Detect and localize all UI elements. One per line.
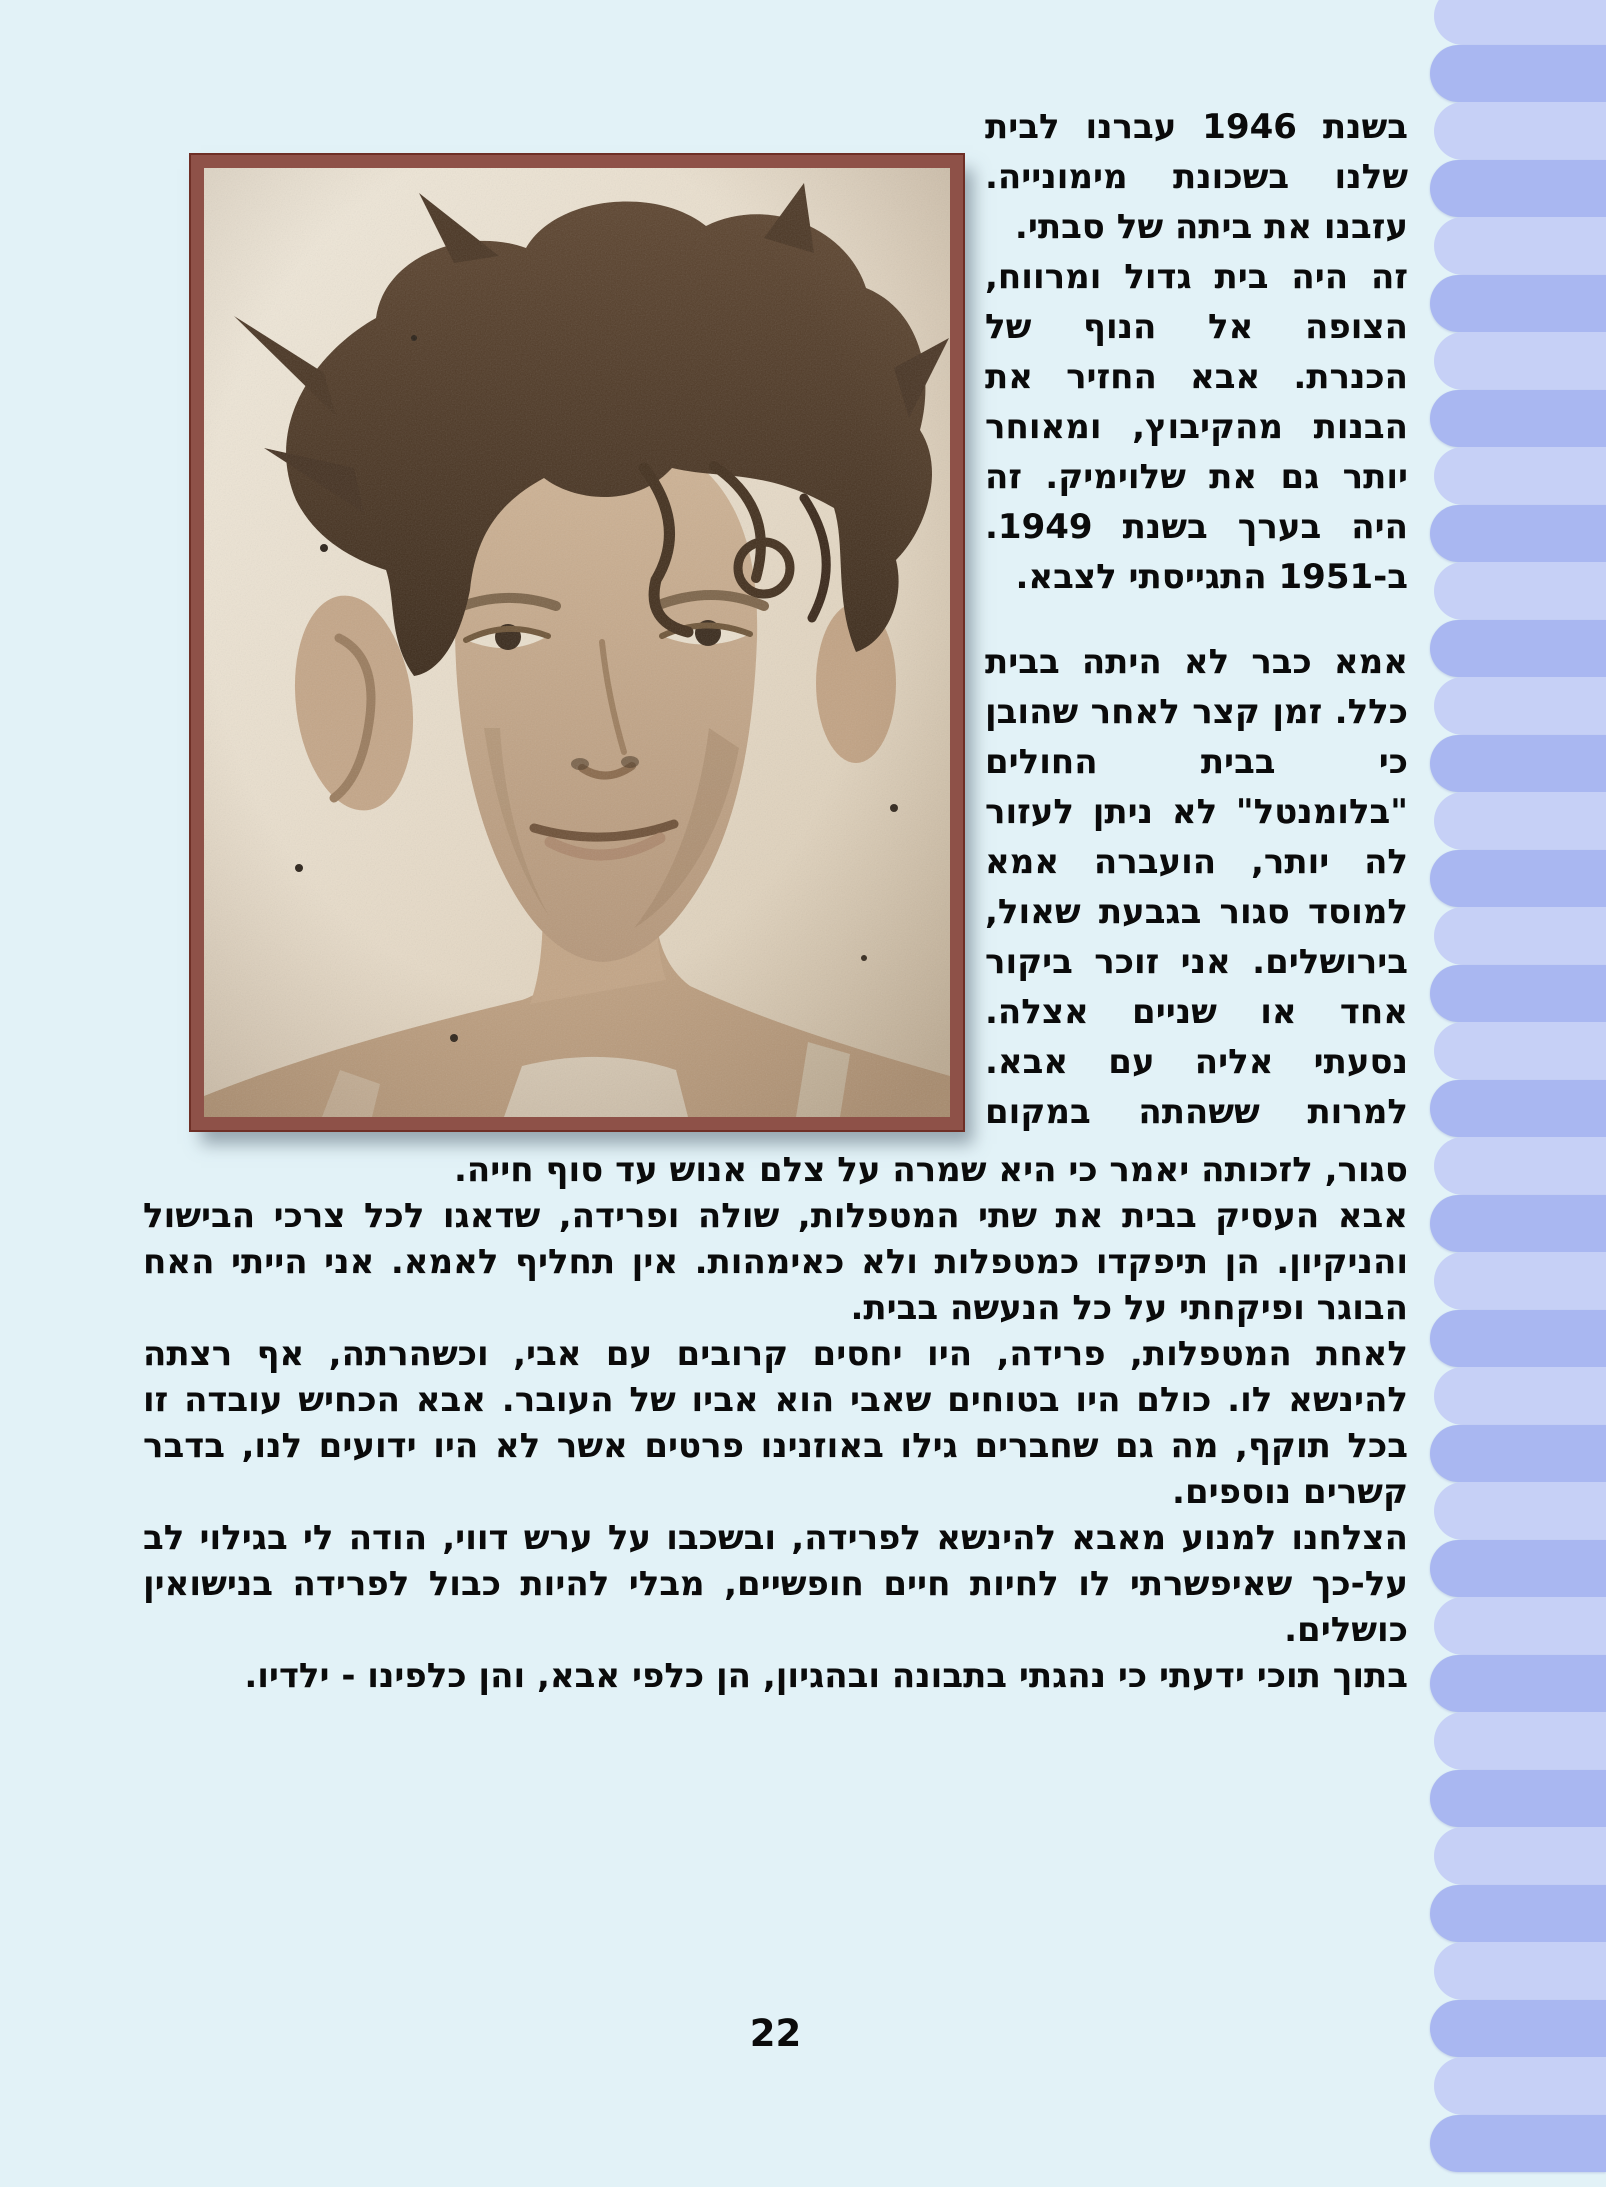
decor-pill [1434,1252,1606,1310]
paragraph: לאחת המטפלות, פרידה, היו יחסים קרובים עם אבי, וכשהרתה, אף רצתה להינשא לו. כולם היו בטוחים שאבי הוא אביו של העובר. אבא הכחיש עובדה זו בכל תוקף, מה גם שחברים גילו באוזנינו פרטים אשר לא היו ידועים לנו, בדבר קשרים נוספים. [143,1334,1408,1512]
decor-pill [1434,1482,1606,1540]
top-section [143,102,1408,1137]
decor-pill [1434,102,1606,160]
decor-pill [1434,562,1606,620]
decor-pill [1430,390,1606,448]
decor-pill [1434,447,1606,505]
decor-pill [1430,505,1606,563]
decor-pill [1434,1022,1606,1080]
decor-pill [1430,850,1606,908]
decor-pill [1430,1310,1606,1368]
portrait-photo-frame [191,155,963,1130]
decor-pill [1430,160,1606,218]
paragraph: סגור, לזכותה יאמר כי היא שמרה על צלם אנוש עד סוף חייה. [454,1150,1408,1190]
page-number: 22 [749,2012,802,2055]
decor-pill [1430,1425,1606,1483]
paragraph: בתוך תוכי ידעתי כי נהגתי בתבונה ובהגיון, הן כלפי אבא, והן כלפינו - ילדיו. [244,1656,1408,1696]
decor-pill [1430,1885,1606,1943]
decor-pill [1430,1770,1606,1828]
full-width-text [143,1147,1408,1699]
decor-pill [1430,1540,1606,1598]
page-content [143,102,1408,1699]
decor-pill [1430,735,1606,793]
decor-pill [1434,332,1606,390]
decor-pill [1434,1597,1606,1655]
decor-pill [1434,792,1606,850]
decor-pill [1430,2000,1606,2058]
decor-pill [1434,1712,1606,1770]
decor-pill [1434,217,1606,275]
decor-pill [1434,1367,1606,1425]
decor-pill [1434,1942,1606,2000]
scallop-strip [1430,0,1606,2187]
decor-pill [1430,1195,1606,1253]
paragraph: הצלחנו למנוע מאבא להינשא לפרידה, ובשכבו על ערש דווי, הודה לי בגילוי לב על-כך שאיפשרתי לו לחיות חיים חופשיים, מבלי להיות כבול לפרידה בנישואין כושלים. [143,1518,1408,1650]
decor-pill [1430,965,1606,1023]
decor-pill [1434,0,1606,45]
decor-pill [1430,1655,1606,1713]
decor-pill [1434,677,1606,735]
paragraph: בשנת 1946 עברנו לבית שלנו בשכונת מימונייה. עזבנו את ביתה של סבתי. [985,107,1408,247]
decor-pill [1434,1827,1606,1885]
decor-pill [1434,2057,1606,2115]
decor-pill [1434,1137,1606,1195]
decor-pill [1430,45,1606,103]
decor-pill [1430,275,1606,333]
decor-pill [1434,907,1606,965]
side-text-column [985,102,1408,1137]
paragraph: זה היה בית גדול ומרווח, הצופה אל הנוף של הכנרת. אבא החזיר את הבנות מהקיבוץ, ומאוחר יותר גם את שלוימיק. זה היה בערך בשנת 1949. ב-1951 התגייסתי לצבא. [985,257,1408,597]
paragraph: אמא כבר לא היתה בבית כלל. זמן קצר לאחר שהובן כי בבית החולים "בלומנטל" לא ניתן לעזור לה יותר, הועברה אמא למוסד סגור בגבעת שאול, בירושלים. אני זוכר ביקור אחד או שניים אצלה. נסעתי אליה עם אבא. למרות ששהתה במקום [985,642,1408,1132]
decor-pill [1430,2115,1606,2173]
paragraph: אבא העסיק בבית את שתי המטפלות, שולה ופרידה, שדאגו לכל צרכי הבישול והניקיון. הן תיפקדו כמטפלות ולא כאימהות. אין תחליף לאמא. אני הייתי האח הבוגר ופיקחתי על כל הנעשה בבית. [143,1196,1408,1328]
decor-pill [1430,620,1606,678]
portrait-photo [204,168,950,1117]
decor-pill [1430,1080,1606,1138]
